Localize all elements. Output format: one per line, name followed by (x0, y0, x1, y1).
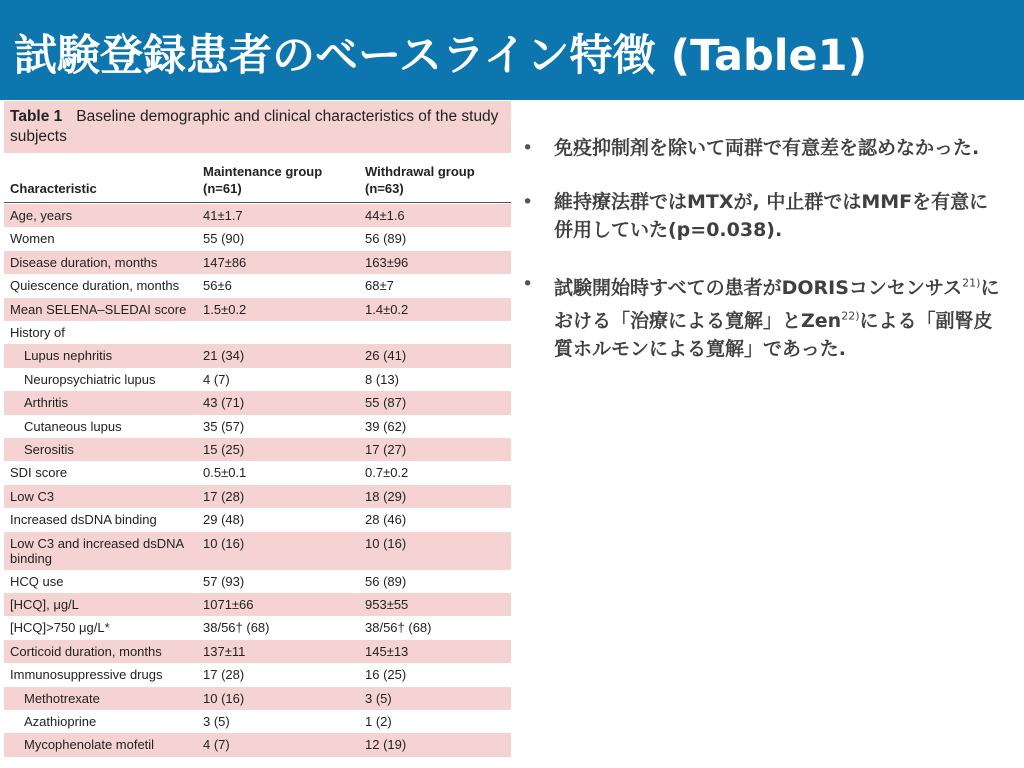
maintenance-value: 17 (28) (203, 667, 245, 683)
withdrawal-value: 0.7±0.2 (365, 465, 409, 481)
row-label: [HCQ], μg/L (10, 597, 79, 612)
withdrawal-value: 8 (13) (365, 371, 399, 387)
withdrawal-value: 10 (16) (365, 535, 407, 551)
maintenance-value: 21 (34) (203, 348, 245, 364)
maintenance-value: 137±11 (203, 643, 246, 659)
table-row (4, 570, 511, 593)
row-label: Neuropsychiatric lupus (24, 371, 156, 387)
table-row (4, 710, 511, 733)
table-row (4, 227, 511, 250)
table-row (4, 321, 511, 344)
maintenance-value: 1.5±0.2 (203, 301, 247, 317)
row-label: Arthritis (24, 395, 69, 411)
table-row (4, 593, 511, 616)
maintenance-value: 3 (5) (203, 714, 230, 729)
withdrawal-value: 44±1.6 (365, 208, 405, 223)
bullet-marker: • (522, 137, 534, 159)
row-label: Lupus nephritis (24, 348, 113, 364)
reference-21: 21) (962, 277, 981, 290)
maintenance-value: 35 (57) (203, 418, 245, 434)
row-label: Low C3 and increased dsDNA binding (10, 535, 184, 566)
table-row (4, 344, 511, 367)
maintenance-value: 38/56† (68) (203, 620, 270, 636)
row-label: [HCQ]>750 μg/L* (10, 620, 110, 636)
maintenance-value: 56±6 (203, 278, 232, 294)
table-row (4, 508, 511, 531)
table-row (4, 415, 511, 438)
header-maintenance-group: Maintenance group (n=61) (203, 164, 323, 196)
maintenance-value: 10 (16) (203, 535, 245, 551)
withdrawal-value: 28 (46) (365, 512, 407, 528)
table-row (4, 461, 511, 484)
table-row (4, 616, 511, 639)
maintenance-value: 57 (93) (203, 573, 245, 589)
maintenance-value: 55 (90) (203, 231, 245, 247)
table-header-row (4, 157, 511, 203)
row-label: Serositis (24, 442, 74, 457)
row-label: Quiescence duration, months (10, 278, 180, 294)
row-label: Cutaneous lupus (24, 418, 122, 434)
withdrawal-value: 145±13 (365, 643, 409, 659)
header-characteristic: Characteristic (10, 181, 97, 196)
table-row (4, 204, 511, 227)
table-row (4, 485, 511, 508)
row-label: Azathioprine (24, 714, 97, 729)
bullet-marker: • (522, 273, 534, 295)
slide-title-bar (0, 0, 1024, 100)
bullet-text: 免疫抑制剤を除いて両群で有意差を認めなかった. (554, 137, 980, 159)
maintenance-value: 15 (25) (203, 442, 245, 457)
table-caption-label: Table 1 (10, 108, 63, 125)
row-label: Methotrexate (24, 690, 100, 706)
maintenance-value: 43 (71) (203, 395, 245, 411)
row-label: Low C3 (10, 488, 55, 504)
table-row (4, 687, 511, 710)
row-label: Immunosuppressive drugs (10, 667, 163, 683)
bullet-item (520, 270, 1000, 363)
row-label: HCQ use (10, 573, 64, 589)
row-label: Age, years (10, 208, 73, 223)
withdrawal-value: 16 (25) (365, 667, 407, 683)
withdrawal-value: 163±96 (365, 254, 409, 270)
bullet-text: 維持療法群ではMTXが, 中止群ではMMFを有意に併用していた(p=0.038). (554, 191, 989, 241)
withdrawal-value: 1.4±0.2 (365, 301, 409, 317)
reference-22: 22) (841, 309, 860, 323)
row-label: SDI score (10, 465, 68, 481)
maintenance-value: 10 (16) (203, 690, 245, 706)
table-row (4, 391, 511, 414)
row-label: History of (10, 325, 65, 340)
row-label: Increased dsDNA binding (10, 512, 157, 528)
table-caption (4, 101, 511, 153)
table-row (4, 368, 511, 391)
withdrawal-value: 12 (19) (365, 737, 407, 753)
maintenance-value: 147±86 (203, 254, 247, 270)
row-label: Mean SELENA–SLEDAI score (10, 301, 187, 317)
bullet-list (520, 134, 1000, 389)
maintenance-value: 41±1.7 (203, 208, 243, 223)
table-row (4, 298, 511, 321)
table-row (4, 274, 511, 297)
withdrawal-value: 1 (2) (365, 714, 392, 729)
withdrawal-value: 18 (29) (365, 488, 407, 504)
table-caption-text: Baseline demographic and clinical characteristics of the study subjects (10, 108, 499, 145)
slide-title: 試験登録患者のベースライン特徴 (Table1) (14, 31, 868, 81)
withdrawal-value: 26 (41) (365, 348, 407, 364)
withdrawal-value: 39 (62) (365, 418, 407, 434)
maintenance-value: 29 (48) (203, 512, 245, 528)
table-row (4, 733, 511, 756)
maintenance-value: 4 (7) (203, 371, 230, 387)
withdrawal-value: 68±7 (365, 278, 394, 294)
withdrawal-value: 3 (5) (365, 690, 392, 706)
row-label: Mycophenolate mofetil (24, 737, 155, 753)
row-label: Disease duration, months (10, 254, 158, 270)
row-label: Corticoid duration, months (10, 643, 162, 659)
withdrawal-value: 56 (89) (365, 231, 407, 247)
withdrawal-value: 56 (89) (365, 573, 407, 589)
withdrawal-value: 38/56† (68) (365, 620, 432, 636)
withdrawal-value: 17 (27) (365, 442, 407, 457)
bullet-item (520, 188, 1000, 244)
bullet-marker: • (522, 191, 534, 213)
row-label: Women (10, 231, 55, 247)
withdrawal-value: 55 (87) (365, 395, 407, 411)
maintenance-value: 4 (7) (203, 737, 230, 753)
header-withdrawal-group: Withdrawal group (n=63) (365, 164, 475, 196)
table-row (4, 532, 511, 570)
table-row (4, 251, 511, 274)
bullet-item (520, 134, 1000, 162)
maintenance-value: 0.5±0.1 (203, 465, 247, 481)
table-row (4, 640, 511, 663)
withdrawal-value: 953±55 (365, 597, 409, 612)
maintenance-value: 17 (28) (203, 488, 245, 504)
maintenance-value: 1071±66 (203, 597, 254, 612)
baseline-table (4, 101, 511, 768)
table-row (4, 438, 511, 461)
bullet-text: 試験開始時すべての患者がDORISコンセンサス$^{21)}$における「治療による寛解」とZen$^{22)}$による「副腎皮質ホルモンによる寛解」であった. (554, 277, 1000, 360)
table-row (4, 663, 511, 686)
